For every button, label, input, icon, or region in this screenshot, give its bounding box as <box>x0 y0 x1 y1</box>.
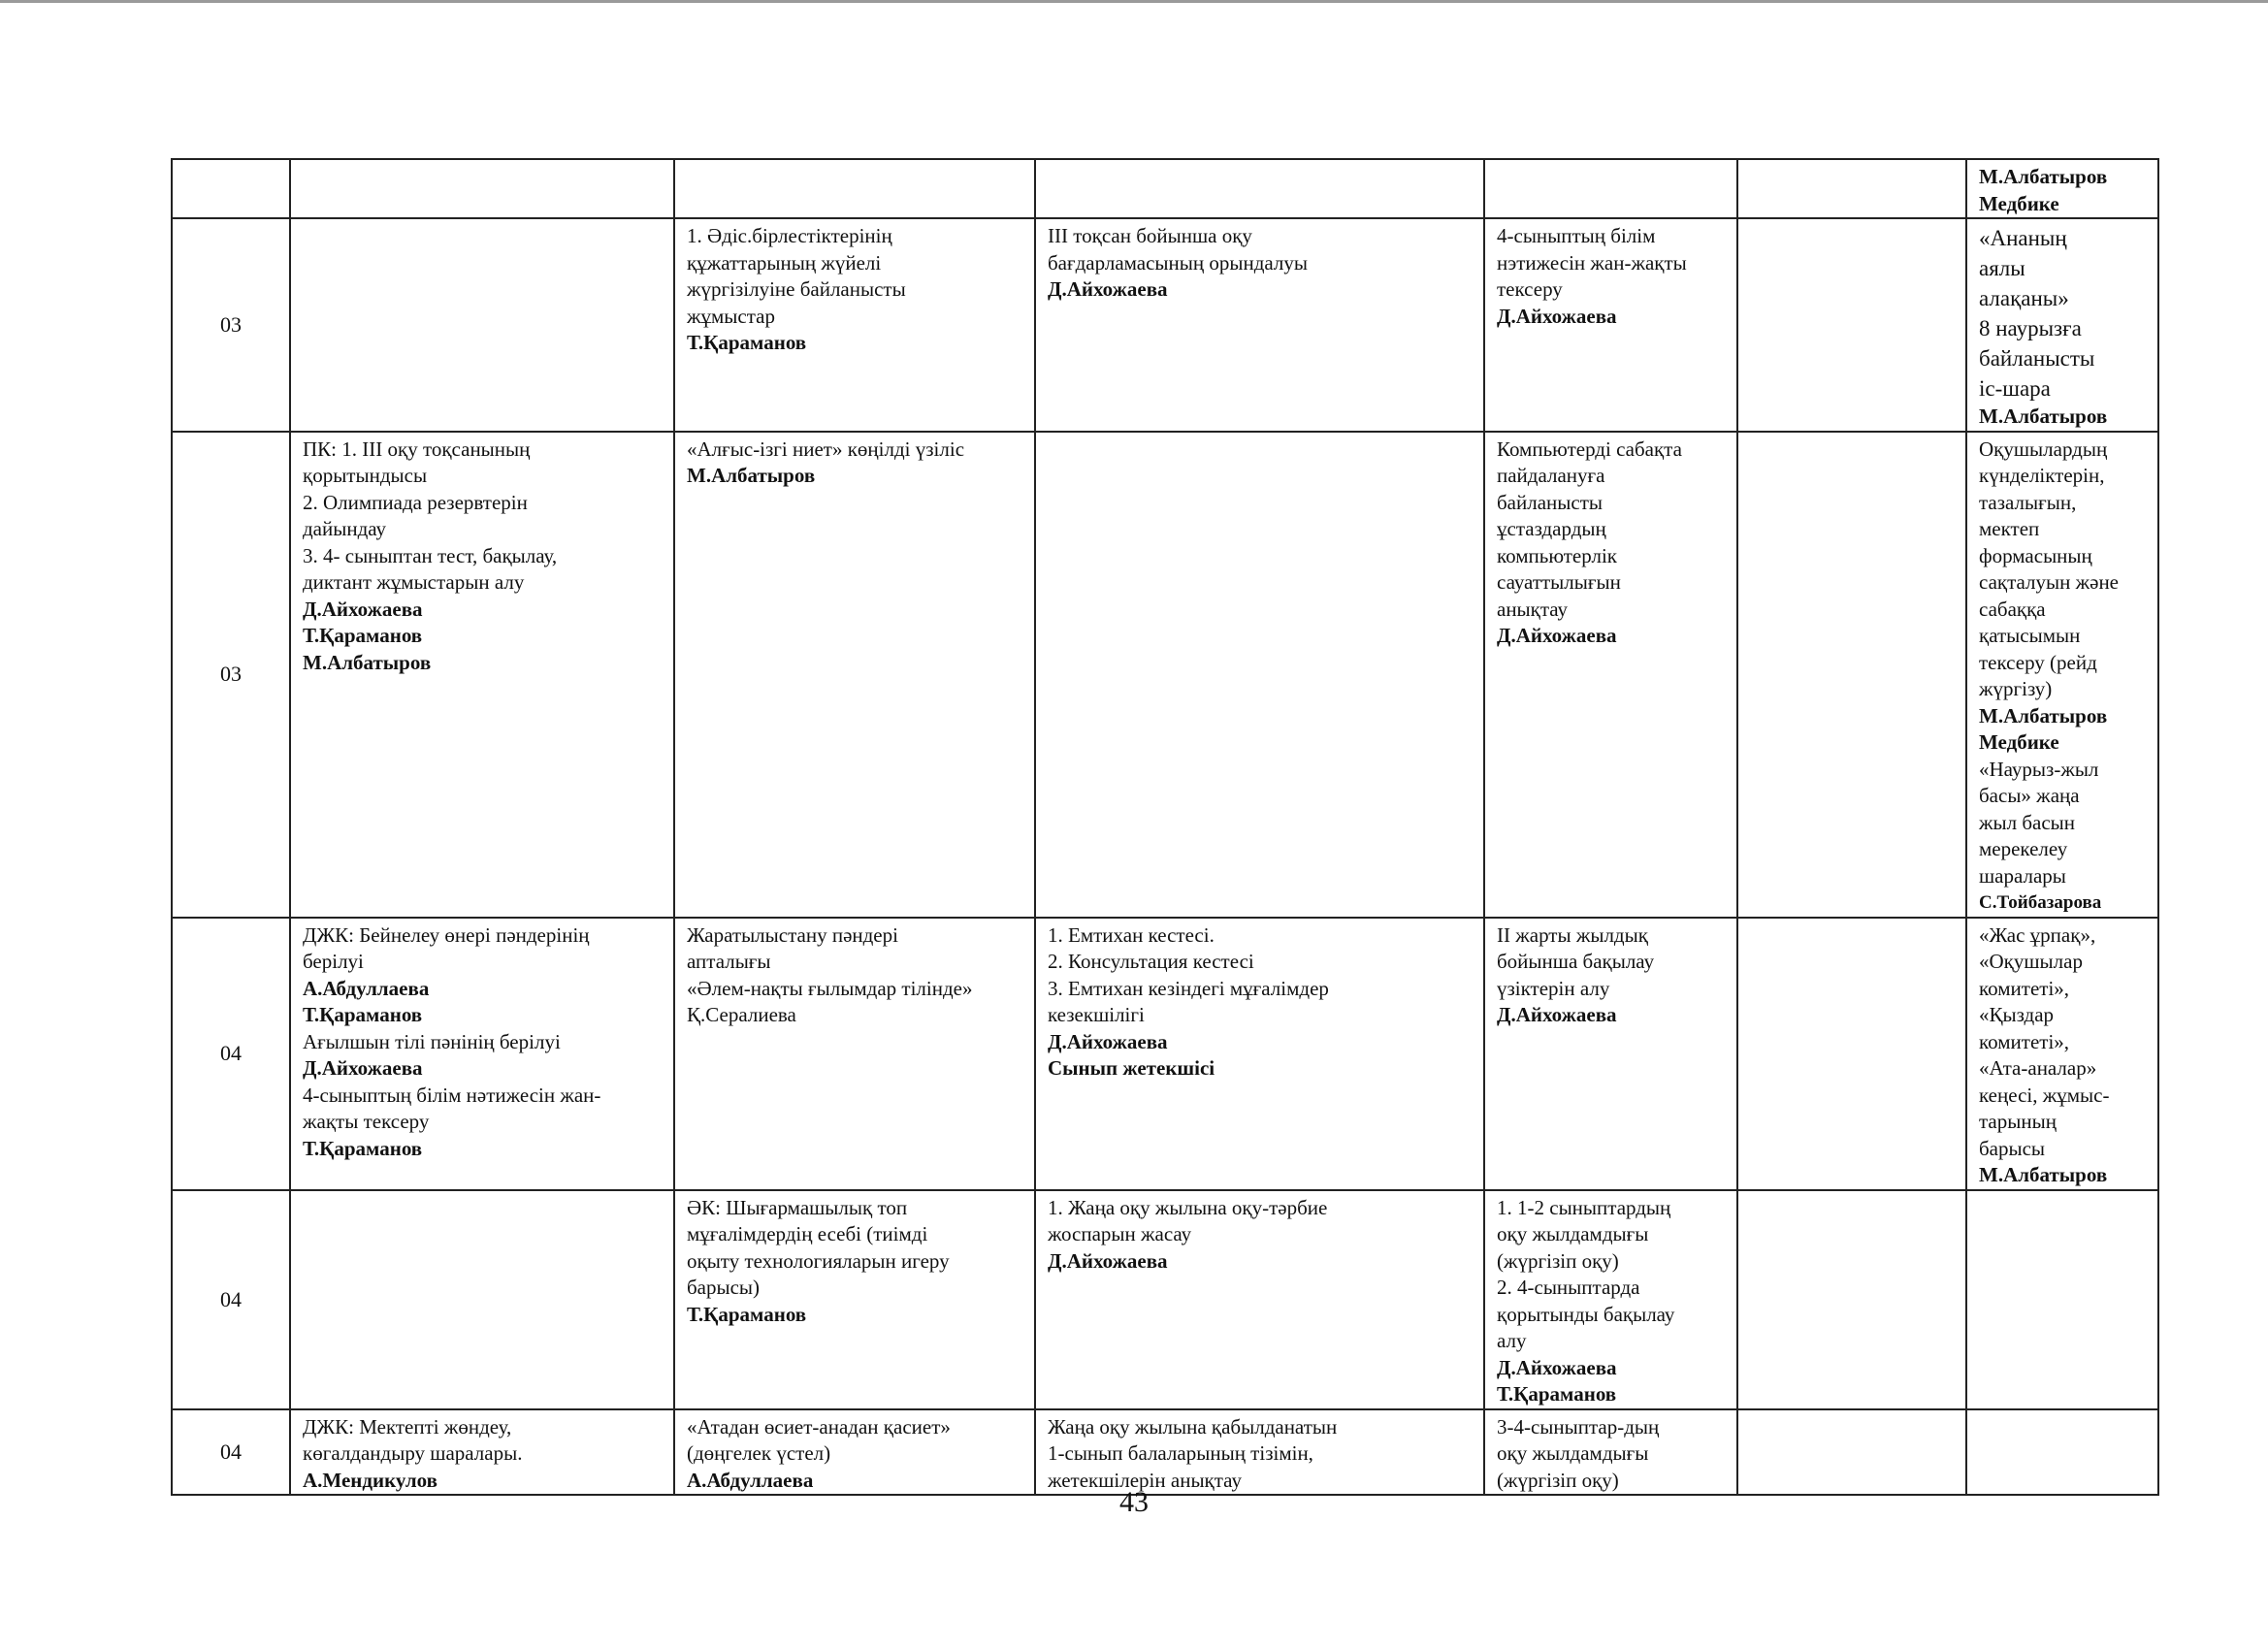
cell-line: Т.Қараманов <box>303 1003 423 1026</box>
cell-line: 4-сыныптың білім нәтижесін жан- <box>303 1083 601 1107</box>
cell-line: жүргізу) <box>1979 677 2053 700</box>
cell-line: 1. Әдіс.бірлестіктерінің <box>687 224 892 247</box>
table-cell <box>1035 432 1484 918</box>
cell-line: Жаңа оқу жылына қабылданатын <box>1048 1414 1338 1439</box>
cell-line: құжаттарының жүйелі <box>687 250 882 275</box>
date-cell: 04 <box>172 918 290 1190</box>
cell-line: «Ата-аналар» <box>1979 1056 2097 1080</box>
cell-line: А.Мендикулов <box>303 1468 437 1492</box>
cell-line: «Атадан өсиет-анадан қасиет» <box>687 1414 951 1439</box>
table-cell <box>1737 159 1966 218</box>
cell-line: қорытынды бақылау <box>1497 1302 1675 1326</box>
cell-line: оқу жылдамдығы <box>1497 1222 1649 1245</box>
cell-line: көгалдандыру шаралары. <box>303 1441 523 1465</box>
cell-line: 1-сынып балаларының тізімін, <box>1048 1441 1313 1465</box>
date-cell: 03 <box>172 218 290 432</box>
cell-line: «Ананың <box>1979 226 2067 250</box>
date-cell: 04 <box>172 1190 290 1409</box>
cell-line: Д.Айхожаева <box>1048 277 1168 301</box>
table-cell <box>1035 1190 1484 1409</box>
cell-line: 3-4-сыныптар-дың <box>1497 1414 1660 1439</box>
cell-line: Д.Айхожаева <box>303 1056 423 1080</box>
scan-top-edge <box>0 0 2268 3</box>
cell-line: «Оқушылар <box>1979 950 2083 973</box>
table-cell <box>1737 918 1966 1190</box>
table-cell <box>674 218 1035 432</box>
cell-line: тексеру <box>1497 277 1563 301</box>
table-cell <box>290 432 674 918</box>
cell-line: А.Абдуллаева <box>303 976 430 1000</box>
cell-line: М.Албатыров <box>1979 404 2108 428</box>
cell-line: 1. Жаңа оқу жылына оқу-тәрбие <box>1048 1195 1328 1219</box>
cell-line: оқу жылдамдығы <box>1497 1441 1649 1465</box>
cell-line: Сынып жетекшісі <box>1048 1056 1215 1080</box>
cell-line: А.Абдуллаева <box>687 1468 814 1492</box>
cell-line: бағдарламасының орындалуы <box>1048 250 1309 275</box>
cell-line: сақталуын және <box>1979 570 2120 594</box>
cell-line: жұмыстар <box>687 304 775 328</box>
cell-line: жүргізілуіне байланысты <box>687 277 906 301</box>
cell-line: кезекшілігі <box>1048 1003 1145 1026</box>
table-cell <box>1484 159 1737 218</box>
table-cell <box>1737 218 1966 432</box>
cell-line: «Қыздар <box>1979 1003 2055 1026</box>
table-row <box>172 1409 2158 1496</box>
cell-line: «Жас ұрпақ», <box>1979 922 2096 947</box>
cell-line: ұстаздардың <box>1497 517 1606 540</box>
cell-line: Д.Айхожаева <box>1497 1355 1617 1379</box>
cell-line: бойынша бақылау <box>1497 950 1655 973</box>
cell-line: Т.Қараманов <box>303 1136 423 1160</box>
cell-line: (жүргізіп оқу) <box>1497 1468 1619 1492</box>
table-cell <box>1035 918 1484 1190</box>
cell-line: іс-шара <box>1979 376 2051 401</box>
cell-line: тексеру (рейд <box>1979 650 2097 674</box>
cell-line: Д.Айхожаева <box>1048 1029 1168 1053</box>
table-cell <box>290 218 674 432</box>
table-cell <box>1966 218 2158 432</box>
table-cell <box>290 918 674 1190</box>
cell-line: сабаққа <box>1979 597 2046 621</box>
table-cell <box>290 1409 674 1496</box>
table-cell <box>1035 159 1484 218</box>
table-cell <box>1737 1190 1966 1409</box>
cell-line: (жүргізіп оқу) <box>1497 1248 1619 1273</box>
cell-line: Ағылшын тілі пәнінің берілуі <box>303 1029 561 1053</box>
cell-line: жетекшілерін анықтау <box>1048 1468 1242 1492</box>
cell-line: алу <box>1497 1329 1527 1352</box>
cell-line: компьютерлік <box>1497 543 1617 567</box>
cell-line: жоспарын жасау <box>1048 1222 1192 1245</box>
table-cell <box>290 1190 674 1409</box>
cell-line: Т.Қараманов <box>303 624 423 647</box>
cell-line: аялы <box>1979 256 2025 280</box>
cell-line: Медбике <box>1979 191 2059 215</box>
cell-line: М.Албатыров <box>303 650 432 674</box>
table-cell <box>1966 1409 2158 1496</box>
table-cell <box>1484 218 1737 432</box>
cell-line: ІІ жарты жылдық <box>1497 922 1648 947</box>
cell-line: дайындау <box>303 517 387 540</box>
cell-line: Т.Қараманов <box>1497 1382 1617 1406</box>
cell-line: Д.Айхожаева <box>1497 624 1617 647</box>
cell-line: тазалығын, <box>1979 490 2077 514</box>
cell-line: басы» жаңа <box>1979 784 2080 807</box>
table-cell <box>1484 432 1737 918</box>
cell-line: Оқушылардың <box>1979 436 2108 461</box>
table-cell <box>1484 918 1737 1190</box>
cell-line: ӘК: Шығармашылық топ <box>687 1195 908 1219</box>
cell-line: Д.Айхожаева <box>1497 1003 1617 1026</box>
cell-line: комитеті», <box>1979 976 2070 1000</box>
cell-line: С.Тойбазарова <box>1979 892 2102 913</box>
cell-line: ДЖК: Бейнелеу өнері пәндерінің <box>303 922 590 947</box>
cell-line: барысы <box>1979 1136 2046 1160</box>
table-cell <box>1966 159 2158 218</box>
table-cell <box>674 432 1035 918</box>
cell-line: Қ.Сералиева <box>687 1003 796 1026</box>
cell-line: Жаратылыстану пәндері <box>687 922 898 947</box>
table-row <box>172 218 2158 432</box>
table-cell <box>290 159 674 218</box>
cell-line: жақты тексеру <box>303 1110 430 1133</box>
cell-line: апталығы <box>687 950 771 973</box>
document-page <box>171 158 2157 1492</box>
cell-line: тарының <box>1979 1110 2057 1133</box>
cell-line: байланысты <box>1497 490 1603 514</box>
cell-line: 1. Емтихан кестесі. <box>1048 922 1215 947</box>
table-cell <box>1035 1409 1484 1496</box>
cell-line: алақаны» <box>1979 286 2069 310</box>
cell-line: анықтау <box>1497 597 1569 621</box>
cell-line: күнделіктерін, <box>1979 464 2105 487</box>
cell-line: «Алғыс-ізгі ниет» көңілді үзіліс <box>687 436 965 461</box>
table-row <box>172 159 2158 218</box>
cell-line: байланысты <box>1979 346 2095 371</box>
cell-line: (дөңгелек үстел) <box>687 1441 831 1465</box>
date-cell: 03 <box>172 432 290 918</box>
cell-line: М.Албатыров <box>1979 1163 2108 1186</box>
cell-line: 3. Емтихан кезіндегі мұғалімдер <box>1048 976 1329 1000</box>
cell-line: ПК: 1. ІІІ оқу тоқсанының <box>303 436 531 461</box>
cell-line: 2. Олимпиада резервтерін <box>303 490 528 514</box>
cell-line: үзіктерін алу <box>1497 976 1610 1000</box>
cell-line: М.Албатыров <box>1979 165 2108 188</box>
table-cell <box>1966 432 2158 918</box>
date-cell: 04 <box>172 1409 290 1496</box>
cell-line: қатысымын <box>1979 624 2081 647</box>
cell-line: мұғалімдердің есебі (тиімді <box>687 1222 928 1245</box>
cell-line: комитеті», <box>1979 1029 2070 1053</box>
cell-line: қорытындысы <box>303 464 428 487</box>
cell-line: оқыту технологияларын игеру <box>687 1248 950 1273</box>
page-number: 43 <box>1119 1486 1149 1518</box>
cell-line: диктант жұмыстарын алу <box>303 570 525 594</box>
cell-line: 1. 1-2 сыныптардың <box>1497 1195 1671 1219</box>
cell-line: мерекелеу <box>1979 837 2068 860</box>
cell-line: Компьютерді сабақта <box>1497 436 1682 461</box>
work-plan-table <box>171 158 2159 1496</box>
date-cell <box>172 159 290 218</box>
table-cell <box>1035 218 1484 432</box>
cell-line: мектеп <box>1979 517 2040 540</box>
cell-line: Д.Айхожаева <box>1497 304 1617 328</box>
cell-line: 4-сыныптың білім <box>1497 224 1656 247</box>
cell-line: сауаттылығын <box>1497 570 1621 594</box>
table-row <box>172 918 2158 1190</box>
table-cell <box>1737 1409 1966 1496</box>
cell-line: шаралары <box>1979 863 2066 888</box>
cell-line: 2. 4-сыныптарда <box>1497 1276 1640 1299</box>
cell-line: Д.Айхожаева <box>303 597 423 621</box>
cell-line: жыл басын <box>1979 810 2076 834</box>
table-cell <box>1737 432 1966 918</box>
cell-line: пайдалануға <box>1497 464 1605 487</box>
table-row <box>172 1190 2158 1409</box>
cell-line: «Наурыз-жыл <box>1979 757 2099 781</box>
cell-line: «Әлем-нақты ғылымдар тілінде» <box>687 976 973 1000</box>
table-cell <box>674 1190 1035 1409</box>
table-cell <box>1484 1409 1737 1496</box>
table-cell <box>1966 1190 2158 1409</box>
cell-line: ІІІ тоқсан бойынша оқу <box>1048 224 1252 247</box>
table-cell <box>674 159 1035 218</box>
table-cell <box>1484 1190 1737 1409</box>
cell-line: 3. 4- сыныптан тест, бақылау, <box>303 543 558 567</box>
cell-line: формасының <box>1979 543 2092 567</box>
cell-line: 8 наурызға <box>1979 316 2082 340</box>
cell-line: 2. Консультация кестесі <box>1048 950 1254 973</box>
cell-line: М.Албатыров <box>687 464 816 487</box>
cell-line: Д.Айхожаева <box>1048 1248 1168 1273</box>
table-cell <box>1966 918 2158 1190</box>
cell-line: Т.Қараманов <box>687 331 807 354</box>
cell-line: ДЖК: Мектепті жөндеу, <box>303 1414 512 1439</box>
table-row <box>172 432 2158 918</box>
table-cell <box>674 918 1035 1190</box>
table-cell <box>674 1409 1035 1496</box>
cell-line: берілуі <box>303 950 364 973</box>
cell-line: кеңесі, жұмыс- <box>1979 1083 2110 1107</box>
cell-line: М.Албатыров <box>1979 703 2108 728</box>
cell-line: Медбике <box>1979 730 2059 754</box>
cell-line: барысы) <box>687 1276 761 1299</box>
cell-line: нэтижесін жан-жақты <box>1497 250 1687 275</box>
cell-line: Т.Қараманов <box>687 1302 807 1326</box>
